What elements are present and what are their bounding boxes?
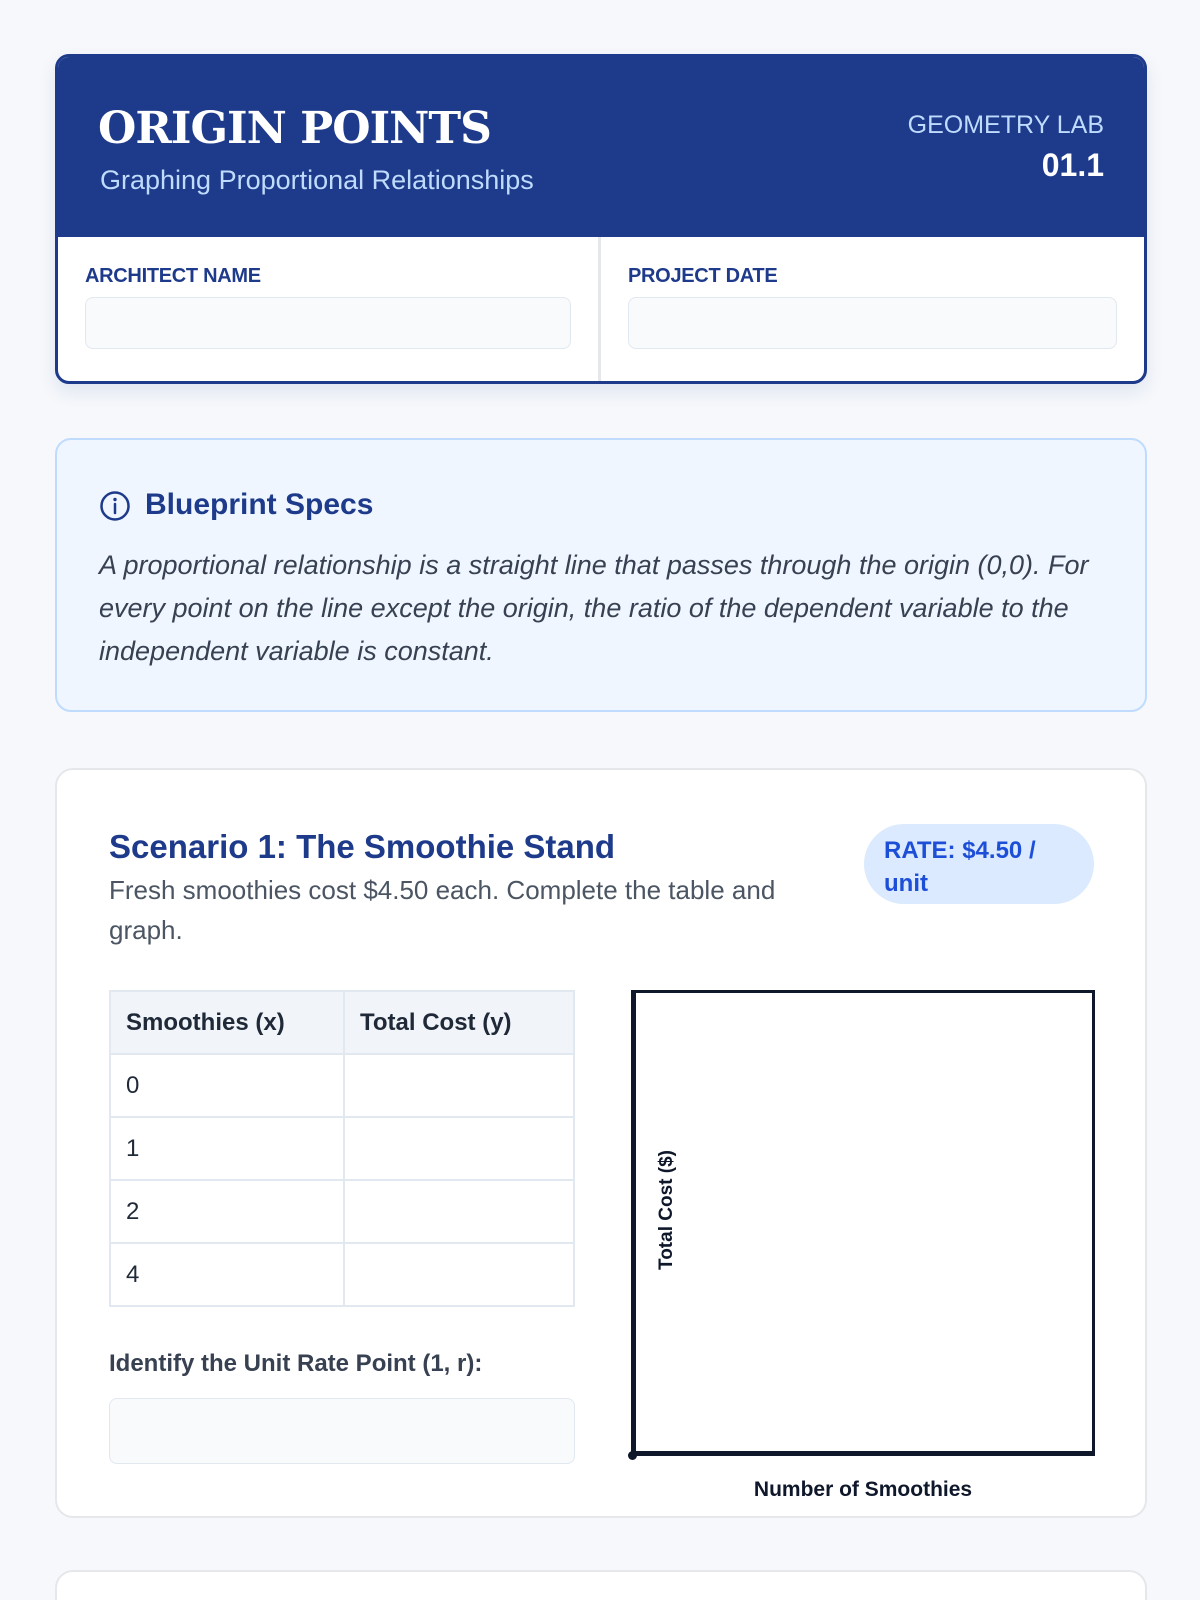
unit-rate-input[interactable] — [109, 1398, 575, 1464]
table-row — [110, 1180, 574, 1243]
blueprint-specs-box — [55, 438, 1147, 712]
column-header-x: Smoothies (x) — [110, 991, 344, 1054]
scenario-title: Scenario 1: The Smoothie Stand — [109, 828, 616, 865]
project-date-input[interactable] — [628, 297, 1117, 349]
y-value-cell[interactable] — [344, 1054, 574, 1117]
column-header-y: Total Cost (y) — [344, 991, 574, 1054]
x-axis-label: Number of Smoothies — [753, 1478, 973, 1501]
info-text: A proportional relationship is a straight line that passes through the origin (0,0). For every point on the line except the origin, the ratio of the dependent variable to the independent variable is constant. — [99, 550, 1089, 666]
architect-name-input[interactable] — [85, 297, 571, 349]
graph-area[interactable] — [631, 990, 1095, 1456]
header-card — [55, 54, 1147, 384]
page-subtitle: Graphing Proportional Relationships — [100, 165, 534, 195]
table-row — [110, 1054, 574, 1117]
rate-badge: RATE: $4.50 / unit — [864, 824, 1094, 904]
page-title: ORIGIN POINTS — [98, 103, 491, 154]
unit-rate-label: Identify the Unit Rate Point (1, r): — [109, 1350, 483, 1377]
values-table — [109, 990, 575, 1307]
date-field-group — [601, 237, 1144, 384]
info-icon — [99, 490, 131, 522]
project-date-label: PROJECT DATE — [628, 265, 778, 287]
x-value-cell: 4 — [110, 1243, 344, 1306]
x-value-cell: 1 — [110, 1117, 344, 1180]
y-value-cell[interactable] — [344, 1180, 574, 1243]
architect-field-group — [58, 237, 601, 384]
y-value-cell[interactable] — [344, 1243, 574, 1306]
info-title: Blueprint Specs — [145, 488, 374, 521]
lab-code: 01.1 — [1041, 147, 1104, 183]
table-row — [110, 1243, 574, 1306]
y-value-cell[interactable] — [344, 1117, 574, 1180]
y-axis-label: Total Cost ($) — [656, 1150, 677, 1270]
table-header-row — [110, 991, 574, 1054]
x-value-cell: 2 — [110, 1180, 344, 1243]
x-value-cell: 0 — [110, 1054, 344, 1117]
scenario-card — [55, 768, 1147, 1518]
architect-name-label: ARCHITECT NAME — [85, 265, 261, 287]
origin-point — [628, 1451, 637, 1460]
header-band — [58, 57, 1144, 237]
scenario-description: Fresh smoothies cost $4.50 each. Complete the table and graph. — [109, 875, 776, 945]
next-scenario-card — [55, 1570, 1147, 1600]
table-row — [110, 1117, 574, 1180]
lab-label: GEOMETRY LAB — [907, 111, 1104, 139]
